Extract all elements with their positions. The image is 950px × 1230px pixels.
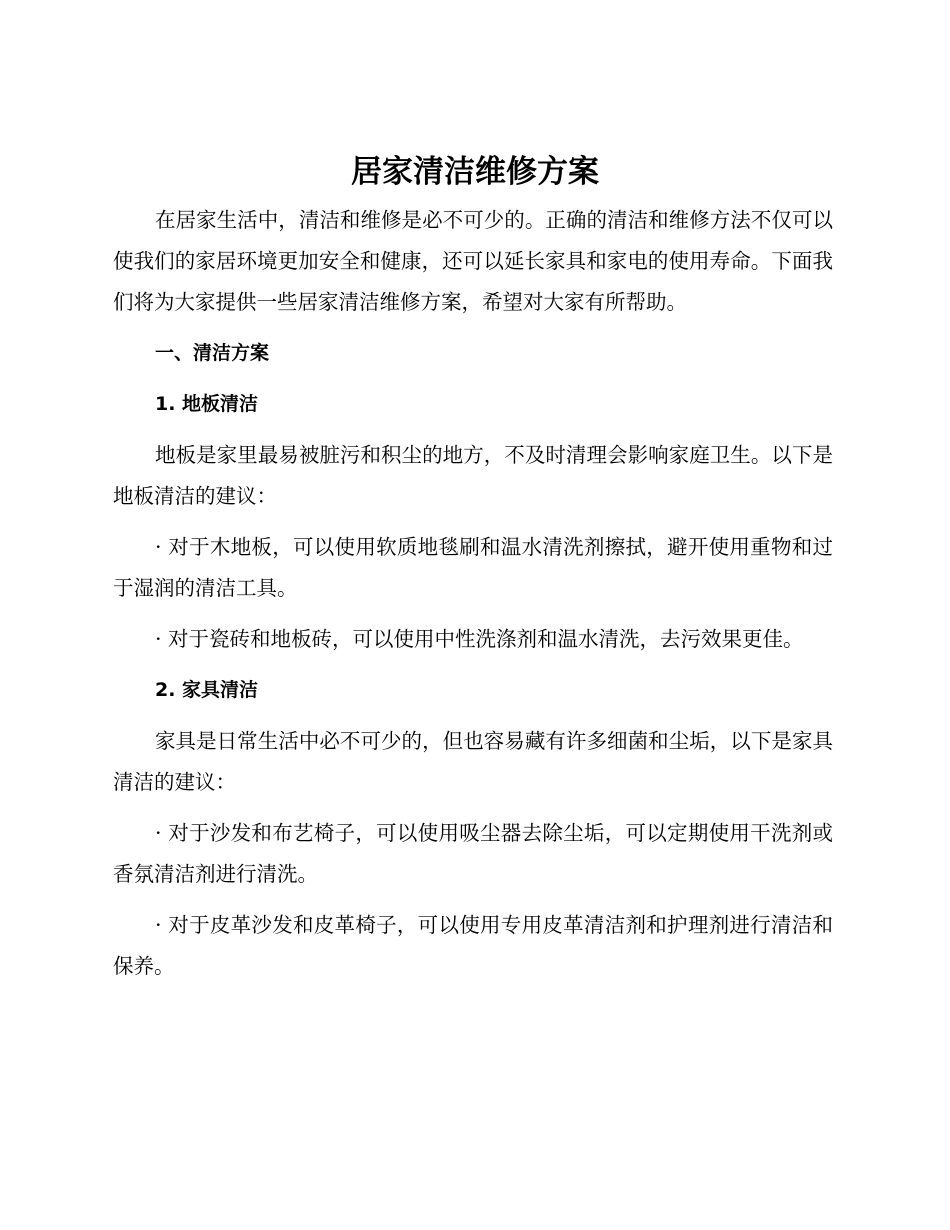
document-title: 居家清洁维修方案: [351, 154, 599, 190]
floor-intro-paragraph: 地板是家里最易被脏污和积尘的地方，不及时清理会影响家庭卫生。以下是地板清洁的建议：: [113, 443, 833, 508]
furniture-bullet-fabric: · 对于沙发和布艺椅子，可以使用吸尘器去除尘垢，可以定期使用干洗剂或香氛清洁剂进行清洗。: [113, 821, 833, 886]
floor-bullet-wood: · 对于木地板，可以使用软质地毯刷和温水清洗剂擦拭，避开使用重物和过于湿润的清洁工具。: [113, 535, 833, 600]
furniture-intro-paragraph: 家具是日常生活中必不可少的，但也容易藏有许多细菌和尘垢，以下是家具清洁的建议：: [113, 729, 833, 794]
section-heading-cleaning: 一、清洁方案: [155, 342, 270, 364]
subsection-heading-floor: 1. 地板清洁: [155, 393, 259, 415]
furniture-bullet-leather: · 对于皮革沙发和皮革椅子，可以使用专用皮革清洁剂和护理剂进行清洁和保养。: [113, 913, 833, 978]
subsection-heading-furniture: 2. 家具清洁: [155, 679, 259, 701]
floor-bullet-tile: · 对于瓷砖和地板砖，可以使用中性洗涤剂和温水清洗，去污效果更佳。: [155, 627, 804, 651]
intro-paragraph: 在居家生活中，清洁和维修是必不可少的。正确的清洁和维修方法不仅可以使我们的家居环境更加安全和健康，还可以延长家具和家电的使用寿命。下面我们将为大家提供一些居家清洁维修方案，希望对大家有所帮助。: [113, 208, 833, 314]
document-body: [113, 200, 833, 987]
